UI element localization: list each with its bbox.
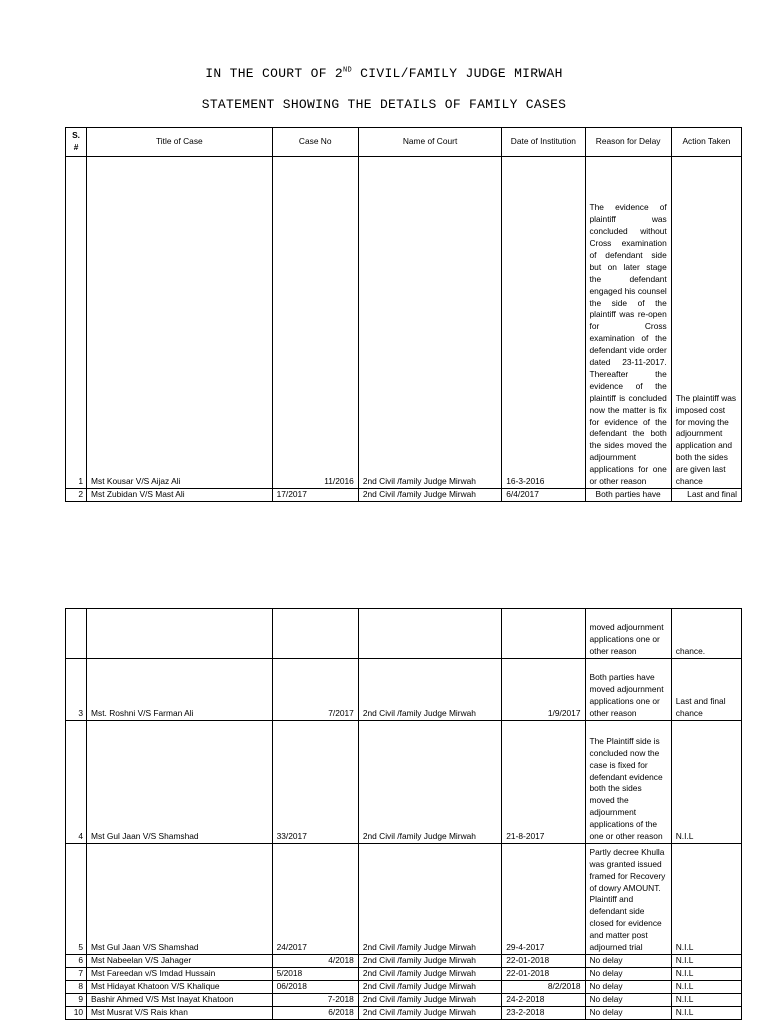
row-court [358,609,501,659]
row-sn: 1 [66,157,87,489]
heading-line-1-post: CIVIL/FAMILY JUDGE MIRWAH [352,66,563,81]
row-case-no: 5/2018 [272,967,358,980]
row-reason: No delay [585,980,671,993]
col-header-sn: S. # [66,128,87,157]
row-date: 22-01-2018 [502,967,585,980]
table-row [66,844,742,955]
row-action: chance. [671,609,741,659]
row-date: 8/2/2018 [502,980,585,993]
row-sn: 3 [66,659,87,721]
row-sn: 8 [66,980,87,993]
row-action: N.I.L [671,721,741,844]
row-date: 1/9/2017 [502,659,585,721]
row-title: Mst Nabeelan V/S Jahager [87,955,273,968]
row-sn: 2 [66,489,87,502]
heading-line-2: STATEMENT SHOWING THE DETAILS OF FAMILY CASES [201,97,567,112]
table-row [66,1006,742,1019]
row-case-no [272,609,358,659]
row-title: Bashir Ahmed V/S Mst Inayat Khatoon [87,993,273,1006]
row-reason: moved adjournment applications one or other reason [585,609,671,659]
row-title: Mst Hidayat Khatoon V/S Khalique [87,980,273,993]
row-action: N.I.L [671,980,741,993]
row-case-no: 17/2017 [272,489,358,502]
row-case-no: 33/2017 [272,721,358,844]
table-row [66,489,742,502]
row-title: Mst Gul Jaan V/S Shamshad [87,721,273,844]
row-case-no: 11/2016 [272,157,358,489]
heading-ordinal-sup: ND [343,66,353,75]
row-court: 2nd Civil /family Judge Mirwah [358,659,501,721]
row-sn: 6 [66,955,87,968]
row-date: 16-3-2016 [502,157,585,489]
row-case-no: 06/2018 [272,980,358,993]
col-header-action: Action Taken [671,128,741,157]
row-case-no: 4/2018 [272,955,358,968]
col-header-title: Title of Case [87,128,273,157]
row-sn: 7 [66,967,87,980]
row-court: 2nd Civil /family Judge Mirwah [358,967,501,980]
row-court: 2nd Civil /family Judge Mirwah [358,844,501,955]
row-case-no: 6/2018 [272,1006,358,1019]
row-action: N.I.L [671,1006,741,1019]
row-sn: 4 [66,721,87,844]
row-action: N.I.L [671,967,741,980]
cases-table-part-1 [65,127,742,502]
row-title: Mst Gul Jaan V/S Shamshad [87,844,273,955]
row-date: 24-2-2018 [502,993,585,1006]
row-court: 2nd Civil /family Judge Mirwah [358,955,501,968]
row-case-no: 24/2017 [272,844,358,955]
row-date: 6/4/2017 [502,489,585,502]
row-date: 21-8-2017 [502,721,585,844]
row-court: 2nd Civil /family Judge Mirwah [358,1006,501,1019]
row-action: Last and final chance [671,659,741,721]
row-sn: 5 [66,844,87,955]
row-date: 23-2-2018 [502,1006,585,1019]
row-reason: Both parties have [585,489,671,502]
heading-line-1-pre: IN THE COURT OF 2 [205,66,344,81]
col-header-reason: Reason for Delay [585,128,671,157]
row-action: N.I.L [671,993,741,1006]
cases-table-part-2 [65,608,742,1020]
table-row [66,721,742,844]
row-reason: No delay [585,967,671,980]
row-sn: 10 [66,1006,87,1019]
col-header-date: Date of Institution [502,128,585,157]
row-sn [66,609,87,659]
row-title: Mst Fareedan v/S Imdad Hussain [87,967,273,980]
row-case-no: 7/2017 [272,659,358,721]
row-action: N.I.L [671,955,741,968]
table-row [66,157,742,489]
row-court: 2nd Civil /family Judge Mirwah [358,489,501,502]
table-row [66,993,742,1006]
table-row [66,659,742,721]
table-header-row [66,128,742,157]
row-action: The plaintiff was imposed cost for moving the adjournment application and both the sides are given last chance [671,157,741,489]
row-date [502,609,585,659]
row-title: Mst Musrat V/S Rais khan [87,1006,273,1019]
col-header-case-no: Case No [272,128,358,157]
row-title: Mst. Roshni V/S Farman Ali [87,659,273,721]
row-case-no: 7-2018 [272,993,358,1006]
row-date: 29-4-2017 [502,844,585,955]
row-title: Mst Zubidan V/S Mast Ali [87,489,273,502]
row-reason: No delay [585,955,671,968]
col-header-court: Name of Court [358,128,501,157]
row-reason: Partly decree Khulla was granted issued framed for Recovery of dowry AMOUNT. Plaintiff and defendant side closed for evidence and matter post adjourned trial [585,844,671,955]
row-court: 2nd Civil /family Judge Mirwah [358,980,501,993]
table-row-continued [66,609,742,659]
heading-line-1 [0,66,768,81]
row-title [87,609,273,659]
row-reason: The evidence of plaintiff was concluded without Cross examination of defendant side but on later stage the defendant engaged his counsel the side of the plaintiff was re-open for Cross examination of the defendant vide order dated 23-11-2017. Thereafter the evidence of the plaintiff is concluded now the matter is fix for evidence of the defendant the both the sides moved the adjournment applications for one or other reason [585,157,671,489]
row-court: 2nd Civil /family Judge Mirwah [358,721,501,844]
row-title: Mst Kousar V/S Aijaz Ali [87,157,273,489]
row-court: 2nd Civil /family Judge Mirwah [358,993,501,1006]
row-sn: 9 [66,993,87,1006]
table-row [66,967,742,980]
row-reason: The Plaintiff side is concluded now the case is fixed for defendant evidence both the sides moved the adjournment applications of the one or other reason [585,721,671,844]
row-date: 22-01-2018 [502,955,585,968]
table-row [66,980,742,993]
table-row [66,955,742,968]
row-reason: Both parties have moved adjournment applications one or other reason [585,659,671,721]
row-action: Last and final [671,489,741,502]
row-reason: No delay [585,993,671,1006]
row-reason: No delay [585,1006,671,1019]
row-court: 2nd Civil /family Judge Mirwah [358,157,501,489]
row-action: N.I.L [671,844,741,955]
